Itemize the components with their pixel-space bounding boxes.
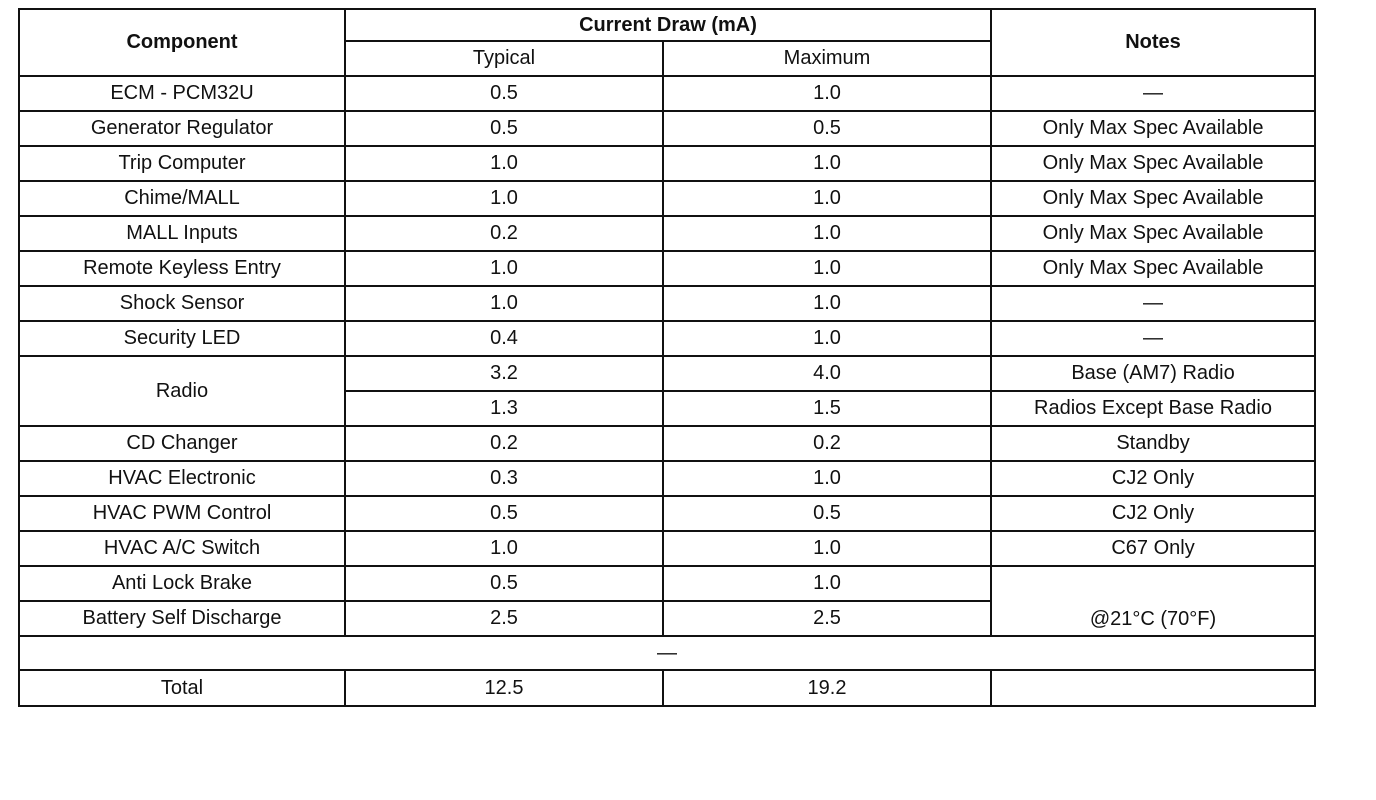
cell-typical: 3.2	[345, 356, 663, 391]
table-row	[19, 251, 1315, 286]
cell-maximum: 1.0	[663, 76, 991, 111]
cell-maximum: 0.5	[663, 111, 991, 146]
cell-typical: 1.0	[345, 146, 663, 181]
cell-typical: 1.3	[345, 391, 663, 426]
cell-typical: 0.5	[345, 76, 663, 111]
cell-maximum: 4.0	[663, 356, 991, 391]
cell-component: Generator Regulator	[19, 111, 345, 146]
cell-component: Security LED	[19, 321, 345, 356]
cell-component: Remote Keyless Entry	[19, 251, 345, 286]
cell-notes: Base (AM7) Radio	[991, 356, 1315, 391]
cell-notes: Only Max Spec Available	[991, 146, 1315, 181]
total-label: Total	[19, 670, 345, 706]
cell-typical: 0.5	[345, 566, 663, 601]
cell-maximum: 0.5	[663, 496, 991, 531]
cell-typical: 1.0	[345, 531, 663, 566]
cell-notes: Only Max Spec Available	[991, 216, 1315, 251]
cell-component-radio: Radio	[19, 356, 345, 426]
table-row	[19, 531, 1315, 566]
cell-component: CD Changer	[19, 426, 345, 461]
header-row-1	[19, 9, 1315, 41]
header-component: Component	[19, 9, 345, 76]
header-notes: Notes	[991, 9, 1315, 76]
table-row	[19, 111, 1315, 146]
cell-notes: Only Max Spec Available	[991, 251, 1315, 286]
cell-component: Battery Self Discharge	[19, 601, 345, 636]
cell-maximum: 1.0	[663, 286, 991, 321]
cell-typical: 0.5	[345, 111, 663, 146]
cell-maximum: 1.0	[663, 531, 991, 566]
cell-notes: Radios Except Base Radio	[991, 391, 1315, 426]
cell-typical: 0.3	[345, 461, 663, 496]
cell-maximum: 1.0	[663, 251, 991, 286]
cell-component: ECM - PCM32U	[19, 76, 345, 111]
table-row	[19, 286, 1315, 321]
cell-component: HVAC A/C Switch	[19, 531, 345, 566]
cell-component: MALL Inputs	[19, 216, 345, 251]
cell-typical: 0.2	[345, 216, 663, 251]
cell-notes: CJ2 Only	[991, 461, 1315, 496]
cell-notes: C67 Only	[991, 531, 1315, 566]
cell-notes: Only Max Spec Available	[991, 111, 1315, 146]
total-maximum: 19.2	[663, 670, 991, 706]
total-notes	[991, 670, 1315, 706]
cell-maximum: 1.0	[663, 216, 991, 251]
table-row	[19, 216, 1315, 251]
cell-maximum: 1.0	[663, 181, 991, 216]
cell-typical: 0.2	[345, 426, 663, 461]
cell-typical: 1.0	[345, 251, 663, 286]
cell-component: HVAC Electronic	[19, 461, 345, 496]
cell-notes: —	[991, 76, 1315, 111]
table-row	[19, 496, 1315, 531]
header-typical: Typical	[345, 41, 663, 76]
cell-component: Shock Sensor	[19, 286, 345, 321]
header-current-draw: Current Draw (mA)	[345, 9, 991, 41]
cell-maximum: 1.5	[663, 391, 991, 426]
cell-notes: —	[991, 286, 1315, 321]
cell-maximum: 1.0	[663, 566, 991, 601]
total-typical: 12.5	[345, 670, 663, 706]
cell-notes: —	[991, 321, 1315, 356]
current-draw-document	[18, 8, 1316, 707]
cell-component: Chime/MALL	[19, 181, 345, 216]
cell-typical: 0.4	[345, 321, 663, 356]
table-row	[19, 321, 1315, 356]
table-row-radio	[19, 356, 1315, 391]
cell-component: Trip Computer	[19, 146, 345, 181]
cell-notes: Only Max Spec Available	[991, 181, 1315, 216]
cell-typical: 1.0	[345, 181, 663, 216]
cell-typical: 0.5	[345, 496, 663, 531]
header-maximum: Maximum	[663, 41, 991, 76]
table-row	[19, 426, 1315, 461]
separator-row	[19, 636, 1315, 670]
cell-notes: CJ2 Only	[991, 496, 1315, 531]
table-row-anti-lock-brake	[19, 566, 1315, 601]
cell-notes: Standby	[991, 426, 1315, 461]
cell-maximum: 2.5	[663, 601, 991, 636]
cell-component: Anti Lock Brake	[19, 566, 345, 601]
table-row	[19, 181, 1315, 216]
table-row	[19, 76, 1315, 111]
cell-typical: 2.5	[345, 601, 663, 636]
cell-notes-temperature: @21°C (70°F)	[991, 566, 1315, 636]
current-draw-table	[18, 8, 1316, 707]
table-row	[19, 146, 1315, 181]
separator-dash: —	[19, 636, 1315, 670]
table-row	[19, 461, 1315, 496]
cell-maximum: 1.0	[663, 461, 991, 496]
cell-maximum: 0.2	[663, 426, 991, 461]
total-row	[19, 670, 1315, 706]
cell-maximum: 1.0	[663, 321, 991, 356]
cell-component: HVAC PWM Control	[19, 496, 345, 531]
cell-typical: 1.0	[345, 286, 663, 321]
cell-maximum: 1.0	[663, 146, 991, 181]
